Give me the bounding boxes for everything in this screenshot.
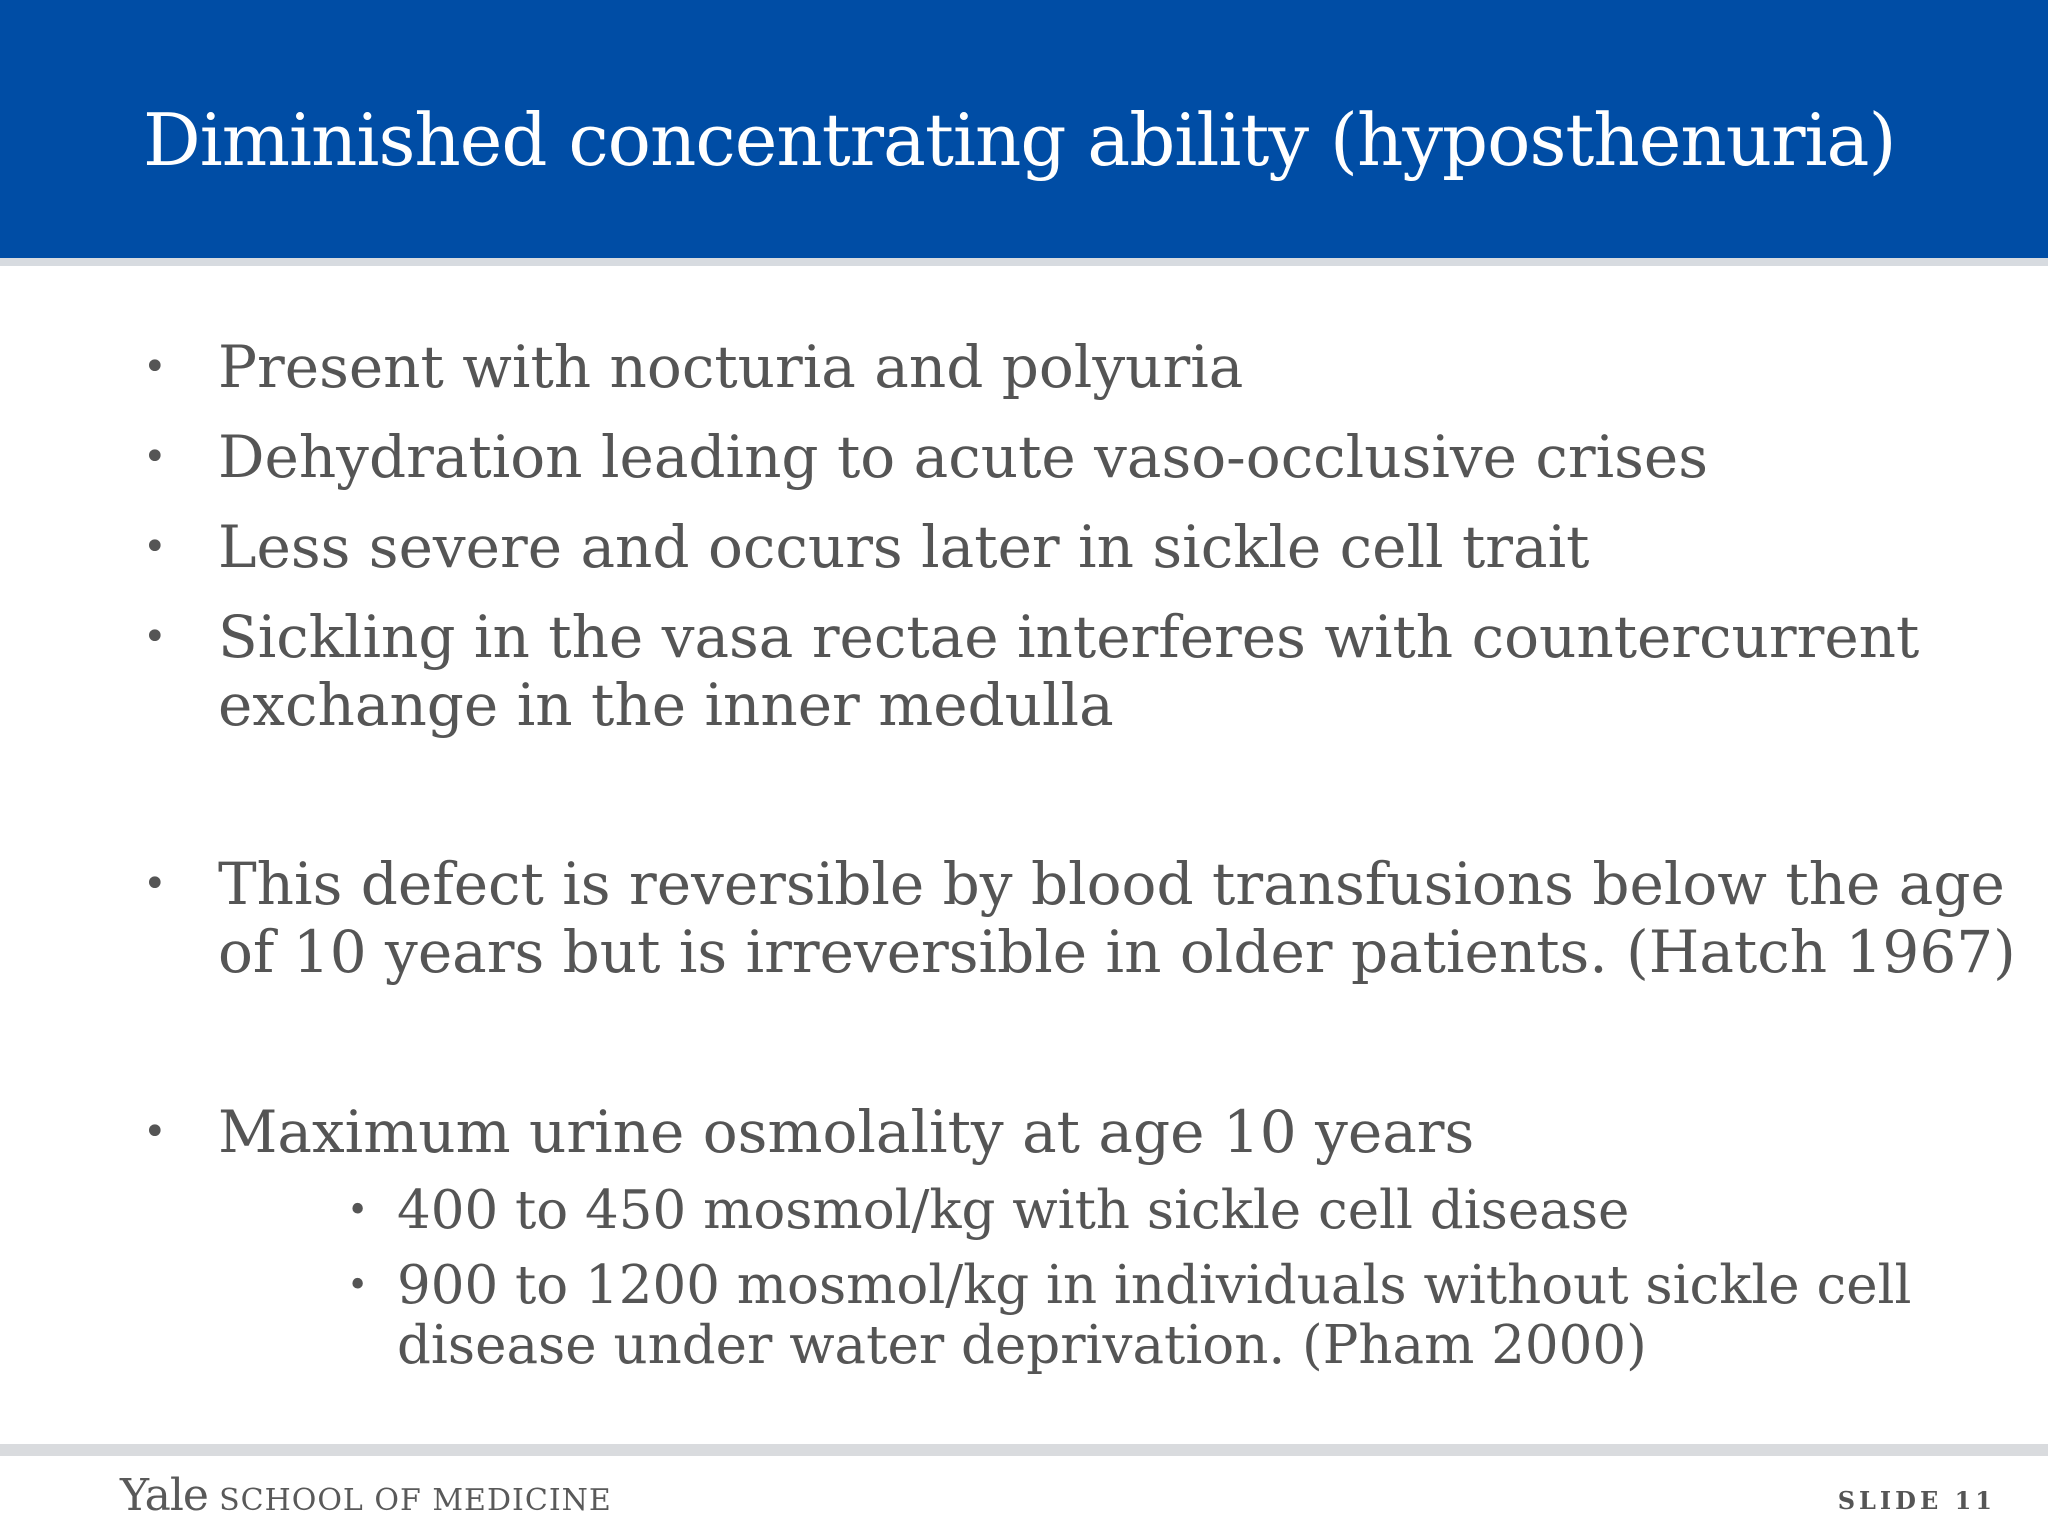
slide-title: Diminished concentrating ability (hyposthenuria) [143,98,1896,182]
header-divider [0,258,2048,266]
bullet-text-line2: of 10 years but is irreversible in older patients. (Hatch 1967) [218,918,2016,986]
bullet-text-line1: Sickling in the vasa rectae interferes with countercurrent [218,603,1920,671]
sub-bullet-text: 400 to 450 mosmol/kg with sickle cell disease [397,1180,1630,1241]
bullet-text: Maximum urine osmolality at age 10 years [218,1098,1475,1166]
title-bar [0,0,2048,258]
bullet-text: Present with nocturia and polyuria [218,333,1244,401]
sub-bullet-text-line2: disease under water deprivation. (Pham 2000) [397,1315,1647,1376]
bullet-text: Dehydration leading to acute vaso-occlusive crises [218,423,1709,491]
bullet-dot-icon: • [143,1109,167,1155]
sub-bullet-dot-icon: • [347,1190,369,1231]
sub-bullet-dot-icon: • [347,1265,369,1306]
slide-number: SLIDE 11 [1837,1486,1996,1515]
bullet-text-line2: exchange in the inner medulla [218,671,1114,739]
bullet-dot-icon: • [143,434,167,480]
footer-divider [0,1444,2048,1456]
bullet-dot-icon: • [143,614,167,660]
logo-yale: Yale [120,1470,208,1521]
bullet-text: Less severe and occurs later in sickle cell trait [218,513,1590,581]
logo-school: SCHOOL OF MEDICINE [219,1483,612,1518]
bullet-dot-icon: • [143,524,167,570]
bullet-dot-icon: • [143,344,167,390]
yale-school-of-medicine-logo [120,1470,612,1521]
sub-bullet-text-line1: 900 to 1200 mosmol/kg in individuals without sickle cell [397,1255,1912,1316]
bullet-text-line1: This defect is reversible by blood transfusions below the age [218,850,2005,918]
bullet-dot-icon: • [143,861,167,907]
